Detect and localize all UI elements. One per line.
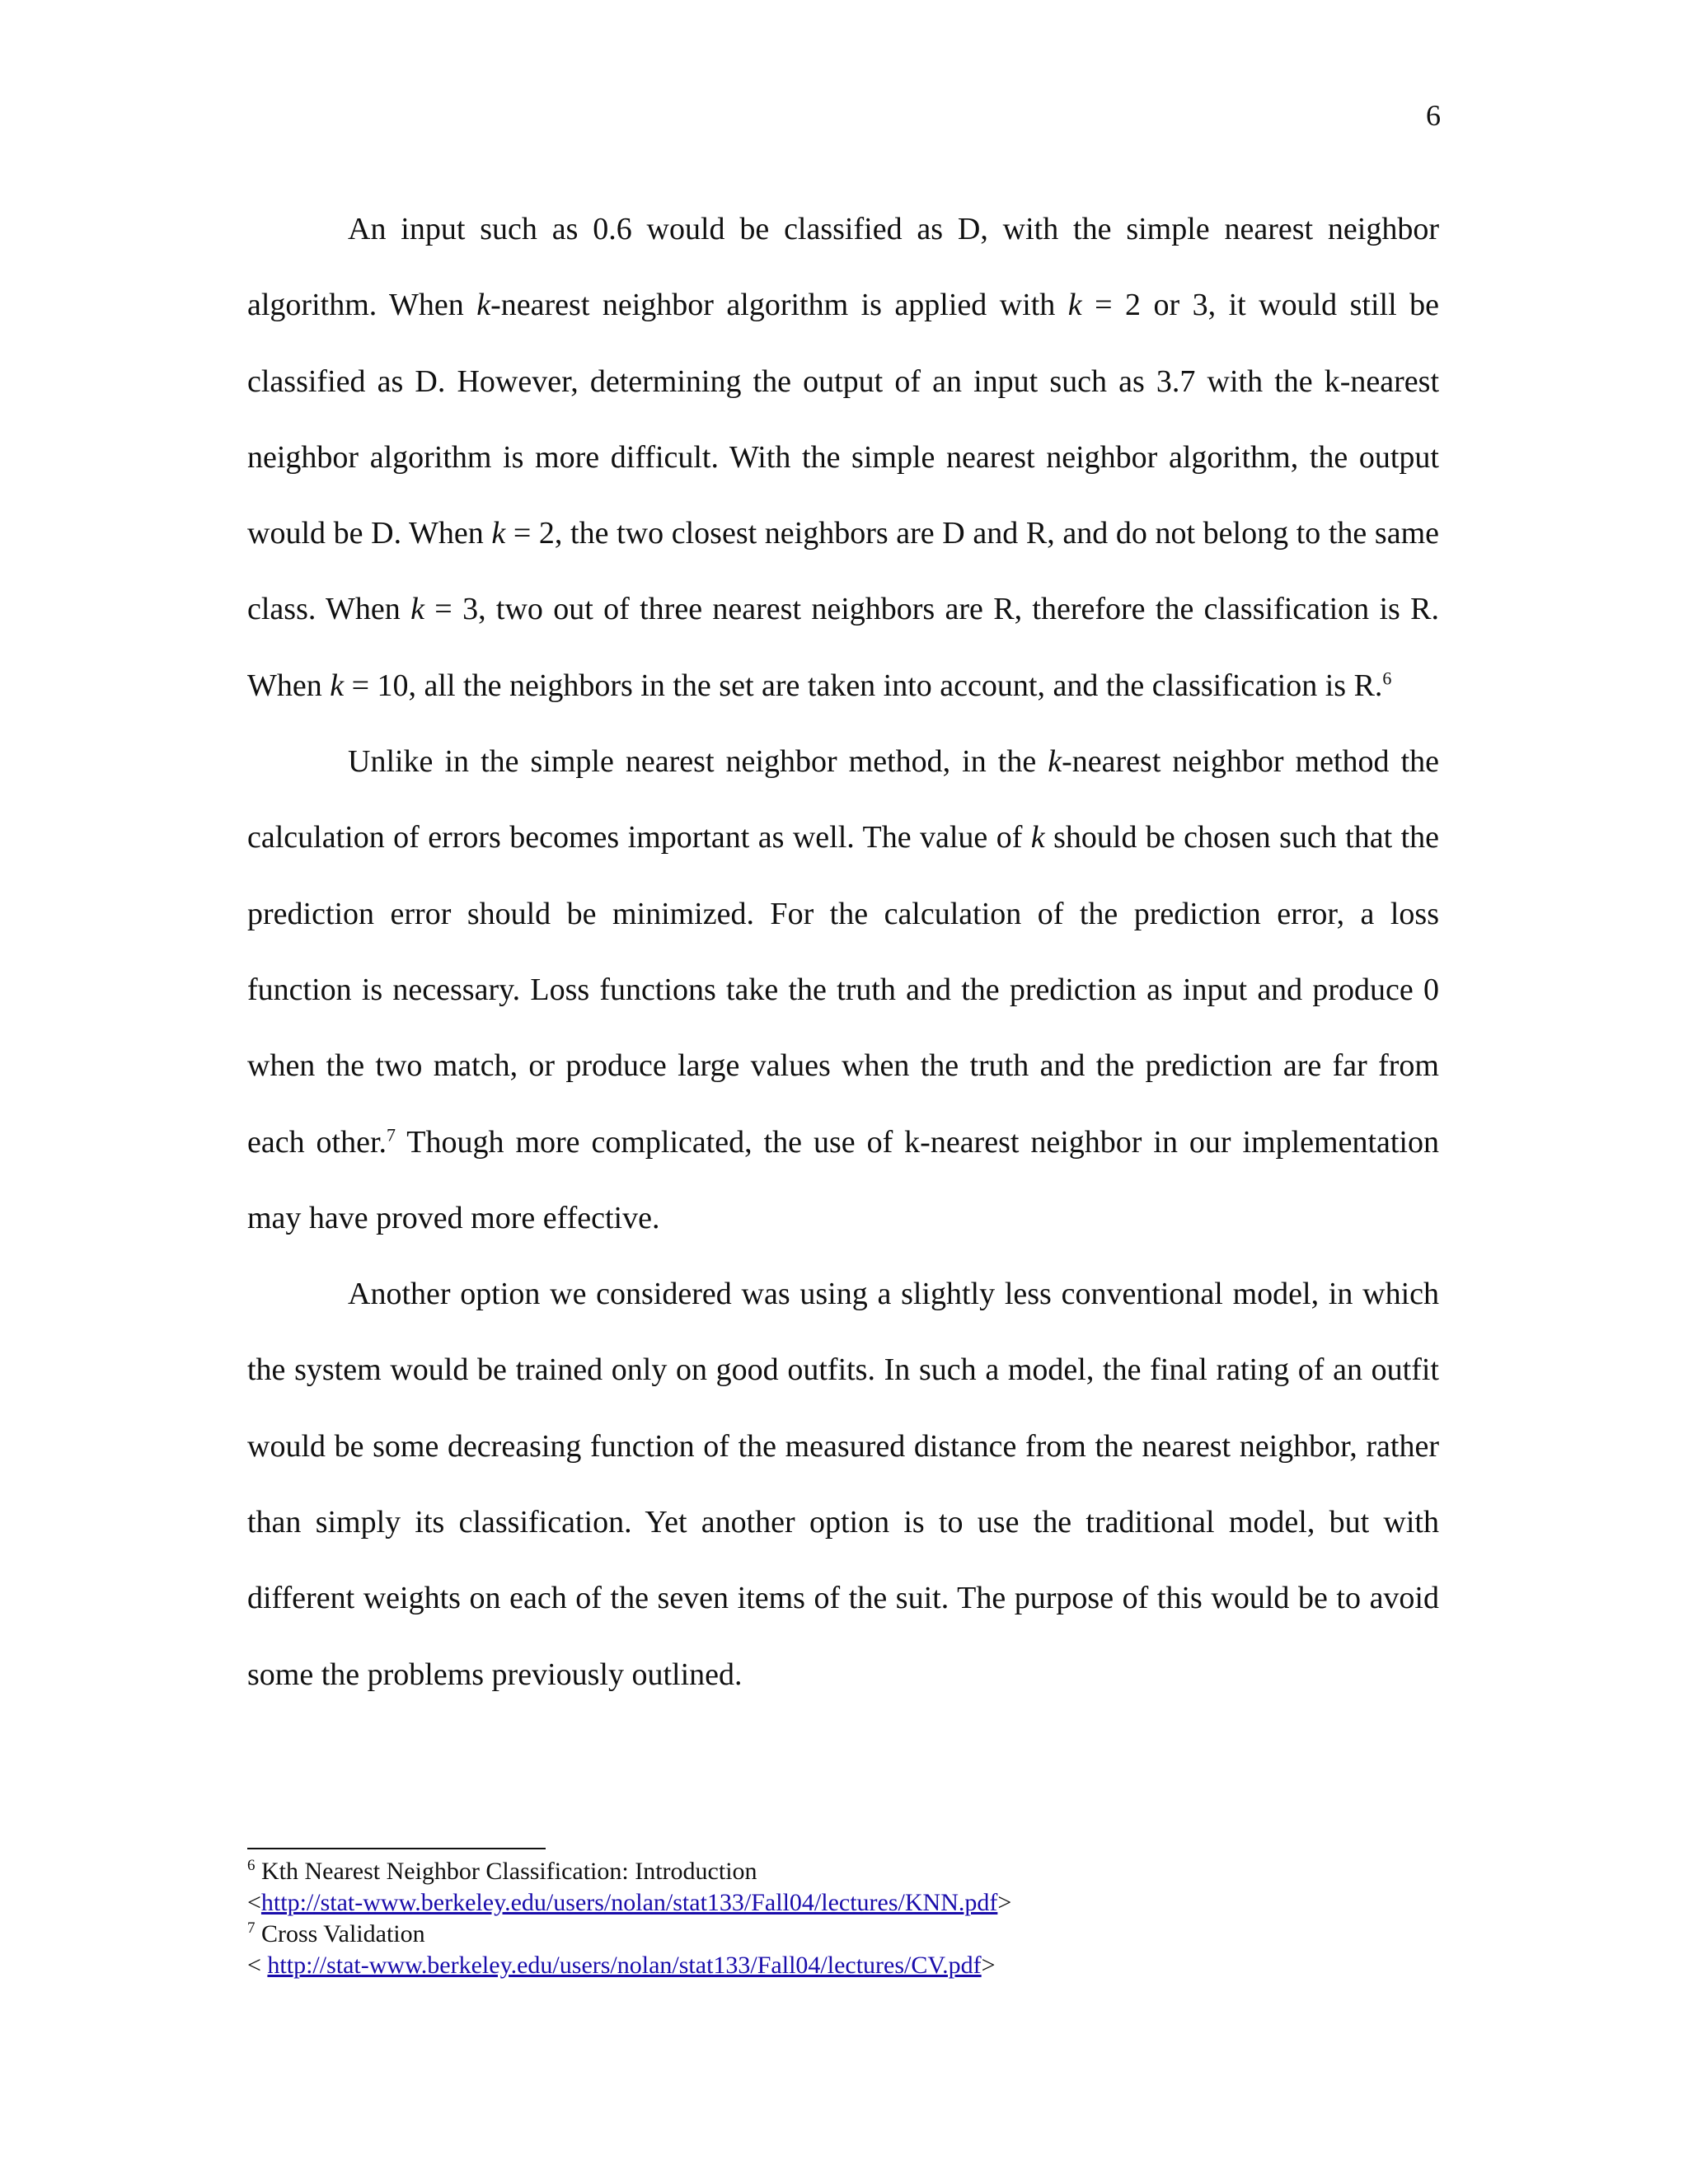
footnote-7-link[interactable]: http://stat-www.berkeley.edu/users/nolan/stat133/Fall04/lectures/CV.pdf bbox=[267, 1952, 982, 1979]
footnote-6-title: $^6$ Kth Nearest Neighbor Classification: Introduction bbox=[247, 1857, 757, 1885]
footnote-ref-7[interactable]: 7 bbox=[387, 1123, 396, 1145]
paragraph-alternative-models: Another option we considered was using a slightly less conventional model, in which the system would be trained only on good outfits. In such a model, the final rating of an outfit would be some decreasing function of the measured distance from the nearest neighbor, rather than simply its classification. Yet another option is to use the traditional model, but with different weights on each of the seven items of the suit. The purpose of this would be to avoid some the problems previously outlined. bbox=[247, 1277, 1439, 1692]
footnotes bbox=[247, 1856, 1439, 1981]
footnote-ref-6[interactable]: 6 bbox=[1382, 668, 1392, 689]
footnote-7-title: $^7$ Cross Validation bbox=[247, 1919, 425, 1947]
page-number: 6 bbox=[1426, 99, 1441, 132]
body-text bbox=[247, 191, 1439, 1713]
paragraph-knn-example: An input such as 0.6 would be classified as D, with the simple nearest neighbor algorithm. When k-nearest neighbor algorithm is applied with k = 2 or 3, it would still be classified as D. However, determining the output of an input such as 3.7 with the k-nearest neighbor algorithm is more difficult. With the simple nearest neighbor algorithm, the output would be D. When k = 2, the two closest neighbors are D and R, and do not belong to the same class. When k = 3, two out of three nearest neighbors are R, therefore the classification is R. When k = 10, all the neighbors in the set are taken into account, and the classification is R.$^6$ bbox=[247, 212, 1440, 703]
footnote-6-link[interactable]: http://stat-www.berkeley.edu/users/nolan/stat133/Fall04/lectures/KNN.pdf bbox=[260, 1889, 998, 1916]
footnote-6-link-line: <http://stat-www.berkeley.edu/users/nolan/stat133/Fall04/lectures/KNN.pdf> bbox=[247, 1889, 1012, 1916]
paragraph-error-calculation: Unlike in the simple nearest neighbor method, in the k-nearest neighbor method the calculation of errors becomes important as well. The value of k should be chosen such that the prediction error should be minimized. For the calculation of the prediction error, a loss function is necessary. Loss functions take the truth and the prediction as input and produce 0 when the two match, or produce large values when the truth and the prediction are far from each other.$^7$ Though more complicated, the use of k-nearest neighbor in our implementation may have proved more effective. bbox=[247, 744, 1439, 1235]
footnote-divider bbox=[247, 1848, 546, 1849]
footnote-7-link-line: < http://stat-www.berkeley.edu/users/nolan/stat133/Fall04/lectures/CV.pdf> bbox=[247, 1952, 996, 1979]
